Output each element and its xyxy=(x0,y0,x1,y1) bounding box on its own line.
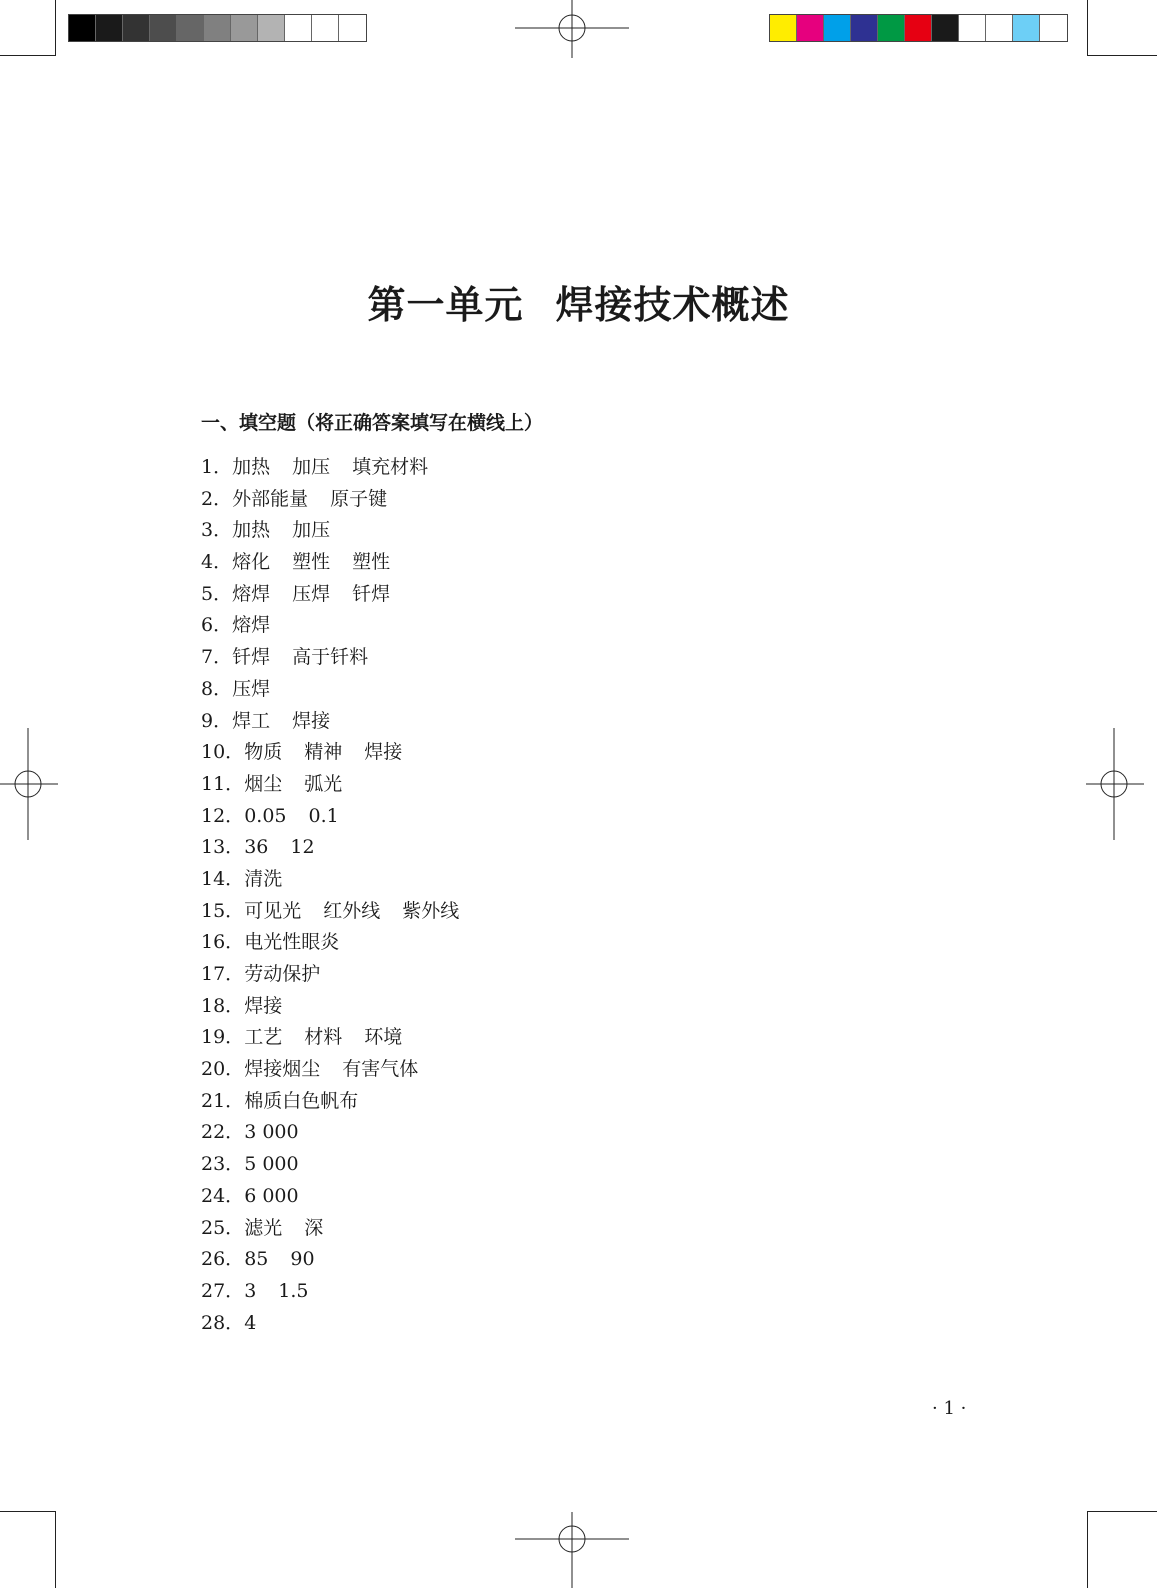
answer-item xyxy=(201,1276,481,1308)
answer-item xyxy=(201,642,481,674)
gray-swatch xyxy=(96,15,123,41)
answer-term: 焊工 xyxy=(232,709,271,732)
answer-item xyxy=(201,515,481,547)
answer-number: 5． xyxy=(201,582,233,605)
answer-item xyxy=(201,1117,481,1149)
crop-mark-top-left-h xyxy=(0,55,56,56)
answer-term: 压焊 xyxy=(292,582,331,605)
answer-term: 36 xyxy=(244,836,269,859)
answer-item xyxy=(201,452,481,484)
answer-item xyxy=(201,864,481,896)
chapter-title-topic: 焊接技术概述 xyxy=(555,282,790,327)
answer-number: 19． xyxy=(201,1026,245,1049)
answer-term: 材料 xyxy=(304,1026,343,1049)
answer-item xyxy=(201,674,481,706)
color-swatch xyxy=(770,15,797,41)
answer-term: 3 000 xyxy=(244,1121,299,1144)
answer-item xyxy=(201,1181,481,1213)
answer-number: 7． xyxy=(201,646,233,669)
answer-number: 9． xyxy=(201,709,233,732)
answer-number: 14． xyxy=(201,867,245,890)
color-calibration-bar xyxy=(769,14,1068,42)
section-heading: 一、填空题（将正确答案填写在横线上） xyxy=(201,412,544,434)
crop-mark-bottom-left-v xyxy=(55,1511,56,1588)
answer-item xyxy=(201,1022,481,1054)
answer-item xyxy=(201,610,481,642)
answer-term: 12 xyxy=(290,836,315,859)
answer-number: 2． xyxy=(201,487,233,510)
crop-mark-top-left-v xyxy=(55,0,56,56)
answer-term: 3 xyxy=(244,1279,257,1302)
answer-term: 填充材料 xyxy=(352,456,429,478)
answer-term: 深 xyxy=(304,1216,324,1239)
chapter-title-unit: 第一单元 xyxy=(367,282,524,327)
answer-term: 环境 xyxy=(364,1026,403,1049)
answer-term: 压焊 xyxy=(232,677,271,700)
answer-term: 烟尘 xyxy=(244,772,283,795)
answer-term: 精神 xyxy=(304,741,343,764)
gray-swatch xyxy=(285,15,312,41)
answer-term: 加压 xyxy=(292,519,331,542)
gray-swatch xyxy=(312,15,339,41)
gray-swatch xyxy=(69,15,96,41)
color-swatch xyxy=(986,15,1013,41)
crop-mark-bottom-right-h xyxy=(1087,1511,1157,1512)
answer-term: 熔化 xyxy=(232,551,271,574)
gray-scale-bar xyxy=(68,14,367,42)
color-swatch xyxy=(824,15,851,41)
answer-number: 27． xyxy=(201,1279,245,1302)
answer-term: 清洗 xyxy=(244,867,283,890)
gray-swatch xyxy=(150,15,177,41)
answer-number: 13． xyxy=(201,836,245,859)
registration-mark-bottom xyxy=(515,1512,629,1588)
answer-item xyxy=(201,832,481,864)
gray-swatch xyxy=(123,15,150,41)
color-swatch xyxy=(1013,15,1040,41)
answer-item xyxy=(201,927,481,959)
answer-term: 劳动保护 xyxy=(244,963,321,985)
answer-term: 有害气体 xyxy=(342,1058,419,1081)
answer-term: 红外线 xyxy=(323,899,381,922)
answer-term: 1.5 xyxy=(278,1279,309,1302)
color-swatch xyxy=(878,15,905,41)
color-swatch xyxy=(959,15,986,41)
registration-mark-left xyxy=(0,728,58,840)
answer-term: 熔焊 xyxy=(232,582,271,605)
color-swatch xyxy=(932,15,959,41)
answer-item xyxy=(201,1054,481,1086)
registration-mark-top xyxy=(515,0,629,58)
answer-number: 11． xyxy=(201,772,245,795)
answer-term: 加热 xyxy=(232,519,271,542)
answer-item xyxy=(201,1244,481,1276)
answer-term: 滤光 xyxy=(244,1216,283,1239)
answer-term: 焊接烟尘 xyxy=(244,1058,321,1081)
answer-number: 17． xyxy=(201,963,245,985)
color-swatch xyxy=(797,15,824,41)
page-number: · 1 · xyxy=(932,1398,967,1419)
answer-number: 24． xyxy=(201,1184,245,1207)
answer-term: 工艺 xyxy=(244,1026,283,1049)
answer-item xyxy=(201,547,481,579)
answer-term: 焊接 xyxy=(244,994,283,1017)
answer-number: 21． xyxy=(201,1089,245,1112)
answer-term: 棉质白色帆布 xyxy=(244,1089,359,1112)
answer-term: 物质 xyxy=(244,741,283,764)
answer-number: 20． xyxy=(201,1058,245,1081)
crop-mark-top-right-v xyxy=(1087,0,1088,56)
crop-mark-bottom-right-v xyxy=(1087,1511,1088,1588)
answer-list xyxy=(201,452,481,1339)
answer-number: 22． xyxy=(201,1121,245,1144)
gray-swatch xyxy=(339,15,366,41)
answer-item xyxy=(201,484,481,516)
answer-term: 90 xyxy=(290,1248,315,1271)
answer-item xyxy=(201,991,481,1023)
answer-number: 18． xyxy=(201,994,245,1017)
answer-item xyxy=(201,896,481,928)
answer-term: 85 xyxy=(244,1248,269,1271)
answer-number: 8． xyxy=(201,677,233,700)
answer-term: 弧光 xyxy=(304,772,343,795)
answer-term: 紫外线 xyxy=(402,899,460,922)
answer-item xyxy=(201,769,481,801)
answer-item xyxy=(201,959,481,991)
answer-number: 1． xyxy=(201,456,233,478)
answer-term: 钎焊 xyxy=(352,582,391,605)
answer-term: 钎焊 xyxy=(232,646,271,669)
answer-term: 0.05 xyxy=(244,804,287,827)
gray-swatch xyxy=(258,15,285,41)
answer-term: 原子键 xyxy=(330,487,388,510)
gray-swatch xyxy=(231,15,258,41)
answer-number: 15． xyxy=(201,899,245,922)
answer-item xyxy=(201,801,481,833)
answer-item xyxy=(201,1086,481,1118)
answer-term: 加压 xyxy=(292,456,331,478)
answer-term: 可见光 xyxy=(244,899,302,922)
answer-term: 塑性 xyxy=(352,551,391,574)
answer-term: 塑性 xyxy=(292,551,331,574)
answer-term: 5 000 xyxy=(244,1153,299,1176)
answer-item xyxy=(201,706,481,738)
answer-number: 23． xyxy=(201,1153,245,1176)
crop-mark-top-right-h xyxy=(1087,55,1157,56)
answer-item xyxy=(201,1308,481,1340)
answer-number: 10． xyxy=(201,741,245,764)
answer-item xyxy=(201,1149,481,1181)
answer-item xyxy=(201,1213,481,1245)
answer-number: 28． xyxy=(201,1311,245,1334)
answer-item xyxy=(201,737,481,769)
answer-term: 0.1 xyxy=(308,804,339,827)
answer-term: 加热 xyxy=(232,456,271,478)
color-swatch xyxy=(905,15,932,41)
answer-term: 熔焊 xyxy=(232,614,271,637)
answer-number: 26． xyxy=(201,1248,245,1271)
answer-term: 高于钎料 xyxy=(292,646,369,669)
answer-number: 25． xyxy=(201,1216,245,1239)
answer-term: 焊接 xyxy=(292,709,331,732)
answer-number: 3． xyxy=(201,519,233,542)
answer-term: 外部能量 xyxy=(232,487,309,510)
answer-item xyxy=(201,579,481,611)
gray-swatch xyxy=(177,15,204,41)
answer-number: 4． xyxy=(201,551,233,574)
answer-term: 焊接 xyxy=(364,741,403,764)
gray-swatch xyxy=(204,15,231,41)
answer-term: 4 xyxy=(244,1311,257,1334)
registration-mark-right xyxy=(1086,728,1157,840)
crop-mark-bottom-left-h xyxy=(0,1511,56,1512)
answer-term: 电光性眼炎 xyxy=(244,931,340,954)
answer-term: 6 000 xyxy=(244,1184,299,1207)
color-swatch xyxy=(1040,15,1067,41)
answer-number: 12． xyxy=(201,804,245,827)
answer-number: 6． xyxy=(201,614,233,637)
color-swatch xyxy=(851,15,878,41)
chapter-title xyxy=(0,274,1157,329)
answer-number: 16． xyxy=(201,931,245,954)
